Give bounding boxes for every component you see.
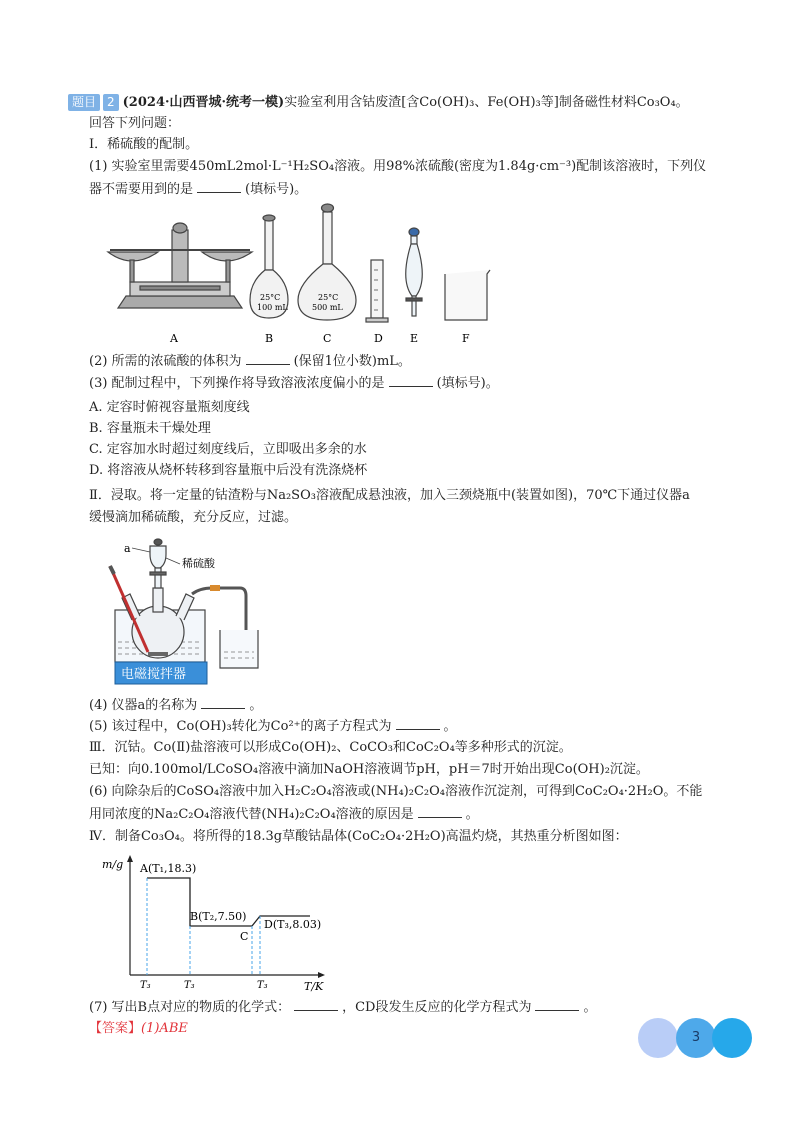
section-heading: I．稀硫酸的配制。: [89, 137, 199, 152]
label-a: a: [124, 542, 131, 555]
beaker: [445, 270, 490, 320]
x-tick: T₃: [257, 980, 268, 991]
question-5: [89, 717, 457, 735]
page-badge-circle: [638, 1018, 678, 1058]
text-fragment: 。: [465, 807, 479, 822]
text-fragment: 。: [443, 719, 457, 734]
option-c: C. 定容加水时超过刻度线后，立即吸出多余的水: [89, 442, 367, 457]
question-intro: 实验室利用含钴废渣[含Co(OH)₃、Fe(OH)₃等]制备磁性材料Co₃O₄。: [284, 95, 689, 110]
text-line: (1) 实验室里需要450mL2mol·L⁻¹H₂SO₄溶液。用98%浓硫酸(密度为1.84g·cm⁻³)配制该溶液时，下列仪: [89, 159, 707, 174]
answer-blank: [294, 998, 338, 1011]
label-E: E: [410, 332, 419, 345]
separatory-funnel: [406, 228, 423, 316]
x-axis-label: T/K: [304, 980, 324, 992]
graduated-cylinder: [366, 260, 388, 322]
question-tag: 题目: [68, 94, 100, 111]
text-fragment: (保留1位小数)mL。: [293, 354, 411, 369]
balance-instrument: [108, 223, 252, 308]
answer-label: 【答案】: [89, 1021, 142, 1036]
tga-chart: [100, 850, 340, 992]
page-number: 3: [691, 1030, 701, 1045]
text-fragment: ，CD段发生反应的化学方程式为: [342, 1000, 532, 1015]
x-tick: T₃: [140, 980, 151, 991]
flask-b-temp: 25°C: [260, 293, 281, 302]
section-heading: Ⅳ．制备Co₃O₄。将所得的18.3g草酸钴晶体(CoC₂O₄·2H₂O)高温灼烧，其热重分析图如图：: [89, 829, 628, 844]
question-4: [89, 696, 262, 714]
answer-line: [89, 1020, 188, 1037]
text-fragment: 用同浓度的Na₂C₂O₄溶液代替(NH₄)₂C₂O₄溶液的原因是: [89, 807, 414, 822]
text-fragment: (2) 所需的浓硫酸的体积为: [89, 354, 242, 369]
answer-blank: [197, 180, 241, 193]
text-line: 缓慢滴加稀硫酸，充分反应，过滤。: [89, 510, 298, 525]
question-6: [89, 805, 479, 823]
flask-c-temp: 25°C: [318, 293, 339, 302]
answer-blank: [396, 717, 440, 730]
flask-c-volume: 500 mL: [312, 303, 343, 312]
x-tick: T₃: [184, 980, 195, 991]
question-7: [89, 998, 597, 1016]
answer-blank: [418, 805, 462, 818]
label-C: C: [323, 332, 332, 345]
page-badge-circle: [712, 1018, 752, 1058]
text-fragment: 。: [583, 1000, 597, 1015]
label-D: D: [374, 332, 383, 345]
point-d-label: D(T₃,8.03): [264, 918, 322, 931]
question-number: 2: [103, 94, 119, 111]
label-A: A: [170, 332, 178, 345]
question-3: [89, 374, 499, 392]
point-a-label: A(T₁,18.3): [140, 862, 197, 875]
question-header: [68, 94, 689, 111]
question-1: [89, 180, 307, 198]
label-dilute-acid: 稀硫酸: [182, 557, 215, 570]
answer-text: (1)ABE: [141, 1021, 188, 1036]
stirrer-label: 电磁搅拌器: [121, 667, 187, 682]
answer-blank: [246, 352, 290, 365]
option-a: A. 定容时俯视容量瓶刻度线: [89, 400, 250, 415]
point-b-label: B(T₂,7.50): [190, 910, 247, 923]
answer-blank: [389, 374, 433, 387]
section-heading: Ⅱ．浸取。将一定量的钴渣粉与Na₂SO₃溶液配成悬浊液，加入三颈烧瓶中(装置如图)，70℃下通过仪器a: [89, 488, 690, 503]
text-line: 回答下列问题：: [89, 116, 181, 131]
question-2: [89, 352, 411, 370]
text-fragment: (填标号)。: [436, 376, 499, 391]
option-b: B. 容量瓶未干燥处理: [89, 421, 211, 436]
option-d: D. 将溶液从烧杯转移到容量瓶中后没有洗涤烧杯: [89, 463, 368, 478]
flask-b-volume: 100 mL: [257, 303, 288, 312]
text-fragment: (4) 仪器a的名称为: [89, 698, 198, 713]
y-axis-label: m/g: [102, 858, 124, 871]
text-line: (6) 向除杂后的CoSO₄溶液中加入H₂C₂O₄溶液或(NH₄)₂C₂O₄溶液作沉淀剂，可得到CoC₂O₄·2H₂O。不能: [89, 784, 703, 799]
question-source: (2024·山西晋城·统考一模): [122, 95, 285, 110]
text-fragment: 。: [249, 698, 263, 713]
answer-blank: [535, 998, 579, 1011]
text-fragment: (5) 该过程中，Co(OH)₃转化为Co²⁺的离子方程式为: [89, 719, 392, 734]
apparatus-figure: [100, 530, 270, 690]
section-heading: Ⅲ．沉钴。Co(Ⅱ)盐溶液可以形成Co(OH)₂、CoCO₃和CoC₂O₄等多种形式的沉淀。: [89, 740, 572, 755]
text-fragment: (7) 写出B点对应的物质的化学式：: [89, 1000, 291, 1015]
dropping-funnel: [150, 539, 166, 588]
text-fragment: (3) 配制过程中，下列操作将导致溶液浓度偏小的是: [89, 376, 385, 391]
text-fragment: (填标号)。: [245, 182, 308, 197]
instrument-figure: [100, 200, 510, 348]
label-B: B: [265, 332, 274, 345]
point-c-label: C: [240, 930, 249, 943]
text-fragment: 器不需要用到的是: [89, 182, 194, 197]
receiving-beaker: [220, 630, 258, 668]
label-F: F: [462, 332, 470, 345]
answer-blank: [201, 696, 245, 709]
text-line: 已知：向0.100mol/LCoSO₄溶液中滴加NaOH溶液调节pH，pH＝7时开始出现Co(OH)₂沉淀。: [89, 762, 649, 777]
